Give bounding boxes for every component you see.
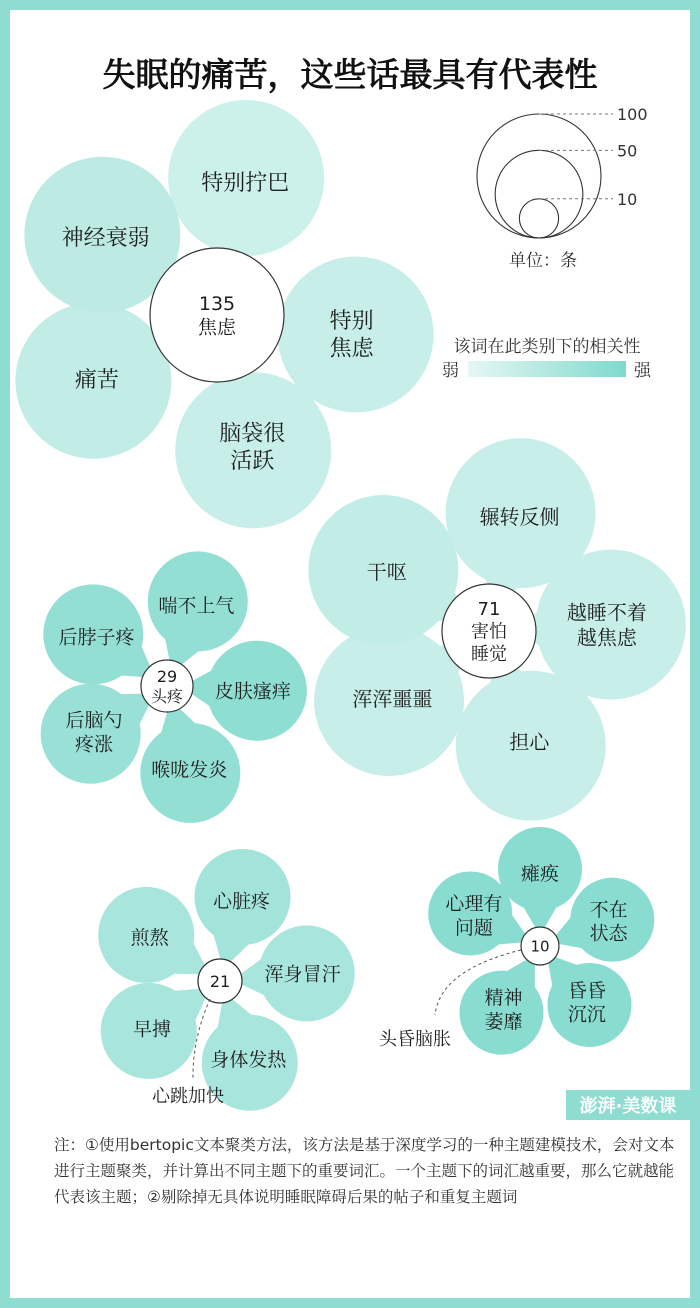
word-label: 萎靡 (484, 1010, 523, 1033)
word-label: 脑袋很 (219, 421, 286, 447)
size-legend-unit: 单位：条 (509, 251, 577, 271)
topic-count: 29 (156, 666, 178, 686)
word-label: 皮肤瘙痒 (214, 680, 291, 703)
topic-flower (98, 849, 354, 1111)
color-legend-bar (468, 361, 626, 377)
word-label: 痛苦 (74, 367, 119, 393)
topic-flower (41, 551, 307, 823)
topic-count: 21 (209, 971, 231, 991)
word-label: 早搏 (133, 1018, 172, 1041)
color-legend-title: 该词在此类别下的相关性 (453, 337, 641, 357)
word-label: 焦虑 (329, 336, 374, 362)
logo-text: 澎湃·美数课 (579, 1096, 677, 1117)
color-legend (442, 337, 652, 381)
word-label: 担心 (509, 730, 550, 755)
annotation-word: 心跳加快 (152, 1086, 224, 1107)
word-label: 特别拧巴 (201, 170, 290, 196)
size-legend-value: 10 (617, 189, 638, 209)
size-legend-circle (495, 150, 583, 238)
size-legend-circle (519, 199, 558, 238)
word-label: 沉沉 (567, 1003, 606, 1026)
word-label: 越焦虑 (576, 625, 637, 650)
word-label: 疼涨 (75, 733, 114, 756)
word-label: 神经衰弱 (61, 225, 150, 251)
size-legend-value: 100 (617, 105, 648, 124)
word-label: 精神 (484, 987, 523, 1010)
size-legend-value: 50 (617, 141, 638, 161)
color-legend-high: 强 (634, 361, 651, 381)
topic-label: 焦虑 (197, 316, 237, 339)
topic-flower (308, 438, 685, 820)
annotation-word: 头昏脑胀 (379, 1029, 451, 1050)
word-label: 心理有 (445, 893, 503, 916)
footnote: 注：①使用bertopic文本聚类方法，该方法是基于深度学习的一种主题建模技术，会对文本进行主题聚类，并计算出不同主题下的重要词汇。一个主题下的词汇越重要，那么它就越能代表该主题；②剔除掉无具体说明睡眠障碍后果的帖子和重复主题词 (54, 1136, 675, 1206)
word-label: 状态 (589, 922, 628, 945)
topic-flower (15, 100, 433, 528)
word-label: 昏昏 (567, 979, 606, 1002)
word-label: 辗转反侧 (479, 505, 560, 530)
chart-title: 失眠的痛苦，这些话最具有代表性 (102, 55, 598, 94)
word-label: 越睡不着 (566, 600, 647, 625)
topic-flower (379, 827, 654, 1055)
word-label: 浑身冒汗 (264, 963, 341, 986)
word-label: 活跃 (230, 449, 275, 475)
word-label: 特别 (329, 309, 374, 335)
word-label: 身体发热 (210, 1048, 287, 1071)
word-label: 浑浑噩噩 (352, 686, 433, 711)
word-label: 煎熬 (130, 926, 169, 949)
color-legend-low: 弱 (442, 361, 459, 381)
flower-chart (10, 10, 690, 1120)
word-label: 喉咙发炎 (151, 758, 228, 781)
logo (566, 1090, 690, 1120)
word-label: 干呕 (366, 560, 407, 585)
word-label: 喘不上气 (158, 595, 235, 618)
word-label: 不在 (589, 898, 628, 921)
infographic-card (10, 10, 690, 1298)
topic-size-circle (150, 248, 284, 382)
word-label: 心脏疼 (212, 890, 270, 913)
word-label: 后脑勺 (65, 709, 123, 732)
word-label: 问题 (454, 916, 493, 939)
topic-count: 135 (198, 292, 236, 315)
size-legend (477, 105, 648, 271)
word-label: 瘫痪 (520, 862, 560, 885)
topic-count: 71 (477, 598, 501, 620)
topic-label: 头疼 (150, 686, 184, 706)
topic-count: 10 (530, 937, 550, 956)
topic-label: 害怕 (471, 621, 507, 643)
size-legend-circle (477, 114, 601, 238)
topic-label: 睡觉 (471, 643, 507, 665)
word-label: 后脖子疼 (58, 626, 135, 649)
